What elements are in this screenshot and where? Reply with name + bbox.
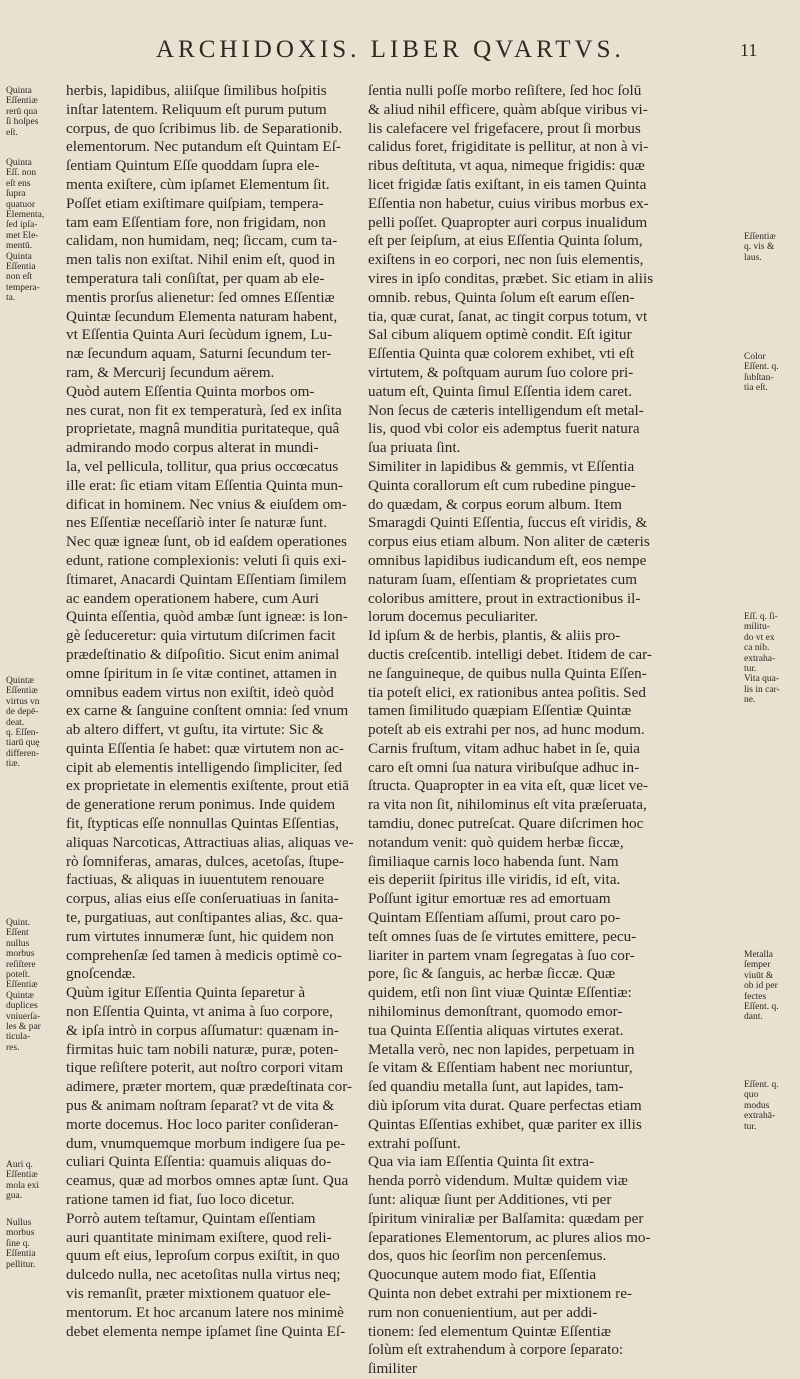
text-line: liariter in partem vnam ſegregatas à ſuo cor- <box>368 946 635 964</box>
text-line: dum, vnumquemque morbum indigere ſua pe- <box>66 1134 346 1152</box>
text-line: temperatura tali conſiſtat, per quam ab ele- <box>66 269 325 287</box>
text-line: Non ſecus de cæteris intelligendum eſt metal- <box>368 401 644 419</box>
text-line: ſua priuata ſint. <box>368 439 461 457</box>
text-line: omnib. rebus, Quinta ſolum eſt earum eſſen- <box>368 288 635 306</box>
text-line: culiari Quinta Eſſentia: quamuis aliquas do- <box>66 1153 332 1171</box>
text-line: ab altero differt, vt guſtu, ita virtute: Sic & <box>66 721 324 739</box>
text-line: henda porrò videndum. Multæ quidem viæ <box>368 1172 628 1190</box>
text-line: ſimiliaque carnis loco habenda ſunt. Nam <box>368 852 619 870</box>
text-line: ribus deſtituta, vt aqua, nimeque frigidis: quæ <box>368 157 645 175</box>
text-line: pelli poſſet. Quapropter auri corpus inualidum <box>368 213 648 231</box>
text-line: virtutem, & poſtquam aurum ſuo colore pri- <box>368 363 634 381</box>
text-line: tique reſiſtere poterit, aut noſtro corpori vitam <box>66 1059 344 1077</box>
text-line: Poſſunt igitur emortuæ res ad emortuam <box>368 890 611 908</box>
text-line: ſe vitam & Eſſentiam habent nec moriuntur, <box>368 1059 633 1077</box>
text-line: Eſſentia Quinta quæ colorem exhibet, vti eſt <box>368 345 635 363</box>
text-line: ille erat: ſic etiam vitam Eſſentia Quinta mun- <box>66 476 344 494</box>
text-line: poteſt ab eis extrahi per nos, ad hunc modum. <box>368 721 645 739</box>
text-line: menta exiſtere, cùm ipſamet Elementum ſit. <box>66 175 330 193</box>
text-line: ſolùm eſt extrahendum à corpore ſeparato: <box>368 1341 624 1359</box>
text-line: ceamus, quæ ad morbos omnes aptæ ſunt. Qua <box>66 1172 349 1190</box>
text-line: cipit ab elementis intelligendo ſimpliciter, ſed <box>66 758 343 776</box>
text-line: pus & animam noſtram ſeparat? vt de vita & <box>66 1097 335 1115</box>
text-line: vires in ipſo conditas, præbet. Sic etiam in aliis <box>368 269 654 287</box>
text-line: dificat in hominem. Nec vnius & eiuſdem om- <box>66 495 347 513</box>
text-line: adimere, præter mortem, quæ prædeſtinata cor- <box>66 1078 353 1096</box>
margin-note-left: Quinta Eſſ. non eſt ens ſupra quatuor Elementa, ſed ipſa- met Ele- mentū. Quinta Eſſentia non eſt tempera- ta. <box>6 158 45 304</box>
text-line: Quinta non debet extrahi per mixtionem re- <box>368 1285 633 1302</box>
text-line: extrahi poſſunt. <box>368 1134 461 1152</box>
text-line: Poſſet etiam exiſtimare quiſpiam, tempera- <box>66 194 324 212</box>
text-line: non Eſſentia Quinta, vt anima à ſuo corpore, <box>66 1003 333 1021</box>
text-line: pore, ſic & ſanguis, ac herbæ ſiccæ. Quæ <box>368 965 616 983</box>
text-line: fit, ſtypticas eſſe nonnullas Quintas Eſſentias, <box>66 815 339 833</box>
text-line: ſentia nulli poſſe morbo reſiſtere, ſed hoc ſolū <box>368 82 642 99</box>
text-line: ſunt: aliquæ ſiunt per Additiones, vti per <box>368 1191 612 1209</box>
text-line: ratione tamen id fiat, ſuo loco dicetur. <box>66 1191 295 1209</box>
text-line: de generatione rerum ponimus. Inde quidem <box>66 796 336 814</box>
text-line: corpus, de quo ſcribimus lib. de Separationib. <box>66 119 343 137</box>
text-line: diù ipſorum vita durat. Quare perfectas etiam <box>368 1097 642 1115</box>
text-line: Carnis fruſtum, vitam adhuc habet in ſe, quia <box>368 739 641 757</box>
margin-note-right: Eſſ. q. ſi- militu- do vt ex ca nib. extraha- tur. Vita qua- lis in car- ne. <box>744 612 780 706</box>
text-line: Quinta eſſentia, quòd ambæ ſunt igneæ: is lon- <box>66 608 348 626</box>
text-line: lis, quod vbi color eis ademptus fuerit natura <box>368 420 640 438</box>
text-line: tam eam Eſſentiam fore, non frigidam, non <box>66 213 326 231</box>
text-line: la, vel pellicula, tollitur, qua prius occœcatus <box>66 457 339 475</box>
text-line: Quinta corallorum eſt cum rubedine pingue- <box>368 476 636 494</box>
text-line: elementorum. Nec putandum eſt Quintam Eſ- <box>66 138 341 156</box>
text-line: debet elementa nempe ipſamet ſine Quinta Eſ- <box>66 1322 346 1340</box>
text-line: mentorum. Et hoc arcanum latere nos minimè <box>66 1303 344 1321</box>
text-line: exiſtens in eo corpori, nec non ſuis elementis, <box>368 251 644 269</box>
text-line: firmitas huic tam nobili naturæ, puræ, poten- <box>66 1040 339 1058</box>
text-line: mentis prorſus alienetur: ſed omnes Eſſentiæ <box>66 288 335 306</box>
text-line: Quòd autem Eſſentia Quinta morbos om- <box>66 382 315 400</box>
text-line: Smaragdi Quinti Eſſentia, ſuccus eſt viridis, & <box>368 514 648 532</box>
text-line: gnoſcendæ. <box>66 965 136 983</box>
text-line: ductis creſcentib. intelligi debet. Itidem de car- <box>368 645 652 663</box>
text-line: inſtar latentem. Reliquum eſt purum putum <box>66 100 327 118</box>
text-line: Sal cibum aliquem optimè condit. Eſt igitur <box>368 326 632 344</box>
text-line: licet frigidæ ſatis exiſtant, in eis tamen Quinta <box>368 175 647 193</box>
margin-note-right: Eſſentiæ q. vis & laus. <box>744 232 776 263</box>
text-line: ſentiam Quintum Eſſe quoddam ſupra ele- <box>66 157 320 175</box>
text-line: Similiter in lapidibus & gemmis, vt Eſſentia <box>368 457 635 475</box>
text-line: ſimiliter <box>368 1360 417 1378</box>
text-line: notandum venit: quò quidem herbæ ſiccæ, <box>368 833 624 851</box>
text-line: lis calefacere vel frigefacere, prout ſi morbus <box>368 119 641 137</box>
text-line: quidem, etſi non ſint viuæ Quintæ Eſſentiæ: <box>368 984 632 1002</box>
text-line: omnibus lapidibus iudicandum eſt, eos nempe <box>368 551 647 569</box>
text-line: tamen ſimilitudo quæpiam Eſſentiæ Quintæ <box>368 702 632 720</box>
text-line: calidus foret, frigiditate is pellitur, at non à vi- <box>368 138 649 156</box>
right-text-column <box>368 82 661 1379</box>
text-line: uatum eſt, Quinta ſimul Eſſentia idem caret. <box>368 382 633 400</box>
text-line: Id ipſum & de herbis, plantis, & aliis pro- <box>368 627 621 645</box>
text-line: rum non conuenientium, aut per addi- <box>368 1303 598 1321</box>
text-line: Quintam Eſſentiam aſſumi, prout caro po- <box>368 909 621 927</box>
text-line: ra vita non ſit, nihilominus eſt vita præſeruata, <box>368 796 647 814</box>
text-line: te, purgatiuas, aut conſtipantes alias, &c. qua- <box>66 909 344 927</box>
running-head: ARCHIDOXIS. LIBER QVARTVS. <box>156 36 625 63</box>
page-number: 11 <box>740 40 758 60</box>
text-line: teſt omnes ſuas de ſe virtutes emittere, pecu- <box>368 927 637 945</box>
text-line: ex proprietate in elementis exiſtente, prout etiā <box>66 777 349 795</box>
text-line: lorum docemus peculiariter. <box>368 608 538 626</box>
text-line: eis deperiit ſpiritus ille viridis, id eſt, vita. <box>368 871 621 889</box>
text-line: do quædam, & corpus eorum album. Item <box>368 495 622 513</box>
margin-note-right: Metalla ſemper viuūt & ob id per fectes Eſſent. q. dant. <box>744 950 779 1023</box>
text-line: ne ſanguineque, de quibus nulla Quinta Eſſen- <box>368 664 647 682</box>
text-line: tia poteſt elici, ex rationibus antea poſitis. Sed <box>368 683 646 701</box>
text-line: nihilominus demonſtrant, quomodo emor- <box>368 1003 623 1021</box>
text-line: tia, quæ curat, ſanat, ac tingit corpus totum, vt <box>368 307 648 325</box>
text-line: nes Eſſentiæ neceſſariò inter ſe naturæ ſunt. <box>66 514 328 532</box>
text-line: men talis non exiſtat. Nihil enim eſt, quod in <box>66 251 336 269</box>
text-line: ſed quandiu metalla ſunt, aut lapides, tam- <box>368 1078 624 1096</box>
text-line: tionem: ſed elementum Quintæ Eſſentiæ <box>368 1322 611 1340</box>
text-line: & ipſa intrò in corpus aſſumatur: quænam in- <box>66 1021 339 1039</box>
text-line: rò ſomniferas, amaras, dulces, acetoſas, ſtupe- <box>66 852 344 870</box>
text-line: eſt per ſeipſum, at eius Eſſentia Quinta ſolum, <box>368 232 643 250</box>
text-line: ſtructa. Quapropter in ea vita eſt, quæ licet ve- <box>368 777 649 795</box>
margin-note-left: Nullus morbus ſine q. Eſſentia pellitur. <box>6 1218 36 1270</box>
text-line: Porrò autem teſtamur, Quintam eſſentiam <box>66 1209 316 1227</box>
text-line: ſtimaret, Anacardi Quintam Eſſentiam ſimilem <box>66 570 347 588</box>
text-line: dos, quos hic ſeorſim non percenſemus. <box>368 1247 607 1265</box>
text-line: quinta Eſſentia ſe habet: quæ virtutem non ac- <box>66 739 344 757</box>
text-line: herbis, lapidibus, aliiſque ſimilibus hoſpitis <box>66 82 327 99</box>
text-line: edunt, ratione complexionis: veluti ſi quis exi- <box>66 551 347 569</box>
text-line: Quintas Eſſentias exhibet, quæ pariter ex illis <box>368 1115 642 1133</box>
text-line: Eſſentia non habetur, cuius viribus morbus ex- <box>368 194 649 212</box>
text-line: Nec quæ igneæ ſunt, ob id eaſdem operationes <box>66 533 347 551</box>
text-line: ram, & Mercurij ſecundum aërem. <box>66 363 275 381</box>
margin-note-left: Quintæ Eſſentiæ virtus vn de depē- deat. q. Eſſen- tiarū quę differen- tiæ. <box>6 676 40 770</box>
text-line: ſpiritum viniraliæ per Balſamita: quædam per <box>368 1209 644 1227</box>
text-line: corpus eius etiam album. Non aliter de cæteris <box>368 533 650 551</box>
text-line: calidam, non humidam, neq; ſiccam, cum ta- <box>66 232 338 250</box>
text-line: ex carne & ſanguine conſtent omnia: ſed vnum <box>66 702 349 720</box>
text-line: morte docemus. Hoc loco pariter conſideran- <box>66 1115 339 1133</box>
text-line: Qua via iam Eſſentia Quinta ſit extra- <box>368 1153 595 1171</box>
text-line: Quintæ ſecundum Elementa naturam habent, <box>66 307 338 325</box>
text-line: omnibus eadem virtus non exiſtit, ideò quòd <box>66 683 334 701</box>
text-line: prædeſtinatio & diſpoſitio. Sicut enim animal <box>66 645 340 663</box>
text-line: gè ſeduceretur: quia virtutum diſcrimen facit <box>66 627 336 645</box>
margin-note-left: Auri q. Eſſentiæ mola exi gua. <box>6 1160 39 1202</box>
text-line: comprehenſæ ſed tamen à medicis optimè co- <box>66 946 342 964</box>
text-line: Metalla verò, nec non lapides, perpetuam in <box>368 1040 635 1058</box>
text-line: proprietate, magnâ munditia puritateque, quâ <box>66 420 340 438</box>
text-line: auri quantitate minimam exiſtere, quod reli- <box>66 1228 332 1246</box>
text-line: rum virtutes innumeræ ſunt, hic quidem non <box>66 927 334 945</box>
text-line: næ ſecundum aquam, Saturni ſecundum ter- <box>66 345 332 363</box>
text-line: naturam ſuam, eſſentiam & proprietates cum <box>368 570 638 588</box>
left-text-column <box>66 82 354 1341</box>
margin-note-left: Quinta Eſſentiæ rerū qua ſi hoſpes eſt. <box>6 86 39 138</box>
text-line: corpus, alias eius eſſe conſeruatiuas in ſanita- <box>66 890 339 908</box>
text-line: admirando modo corpus alterat in mundi- <box>66 439 319 457</box>
text-line: & aliud nihil efficere, quàm abſque viribus vi- <box>368 100 648 118</box>
text-line: nes curat, non fit ex temperaturà, ſed ex inſita <box>66 401 342 419</box>
text-line: caro eſt omni ſua natura viribuſque adhuc in- <box>368 758 640 776</box>
text-line: Quùm igitur Eſſentia Quinta ſeparetur à <box>66 984 306 1002</box>
text-line: vis remanſit, præter mixtionem quatuor ele- <box>66 1285 331 1302</box>
text-line: tua Quinta Eſſentia aliquas virtutes exerat. <box>368 1021 624 1039</box>
margin-note-left: Quint. Eſſent nullus morbus reſiſtere poteſt. Eſſentiæ Quintæ duplices vniuerſa- les & par ticula- res. <box>6 918 41 1053</box>
margin-note-right: Color Eſſent. q. ſubſtan- tia eſt. <box>744 352 779 394</box>
text-line: Quocunque autem modo fiat, Eſſentia <box>368 1266 597 1284</box>
text-line: ſeparationes Elementorum, ac plures alios mo- <box>368 1228 651 1246</box>
text-line: tamdiu, donec putreſcat. Quare diſcrimen hoc <box>368 815 644 833</box>
text-line: vt Eſſentia Quinta Auri ſecùdum ignem, Lu- <box>66 326 333 344</box>
text-line: omne ſpiritum in ſe vitæ continet, attamen in <box>66 664 337 682</box>
text-line: aliquas Narcoticas, Attractiuas alias, aliquas ve- <box>66 833 354 851</box>
text-line: ac eandem operationem habere, cum Auri <box>66 589 320 607</box>
page-header <box>0 36 800 76</box>
text-line: dulcedo nulla, nec acetoſitas nulla virtus neq; <box>66 1266 341 1284</box>
text-line: factiuas, & aliquas in iuuentutem renouare <box>66 871 325 889</box>
text-line: quum eſt eius, leproſum corpus exiſtit, in quo <box>66 1247 340 1265</box>
margin-note-right: Eſſent. q. quo modus extrahā- tur. <box>744 1080 779 1132</box>
text-line: coloribus amittere, prout in extractionibus il- <box>368 589 641 607</box>
